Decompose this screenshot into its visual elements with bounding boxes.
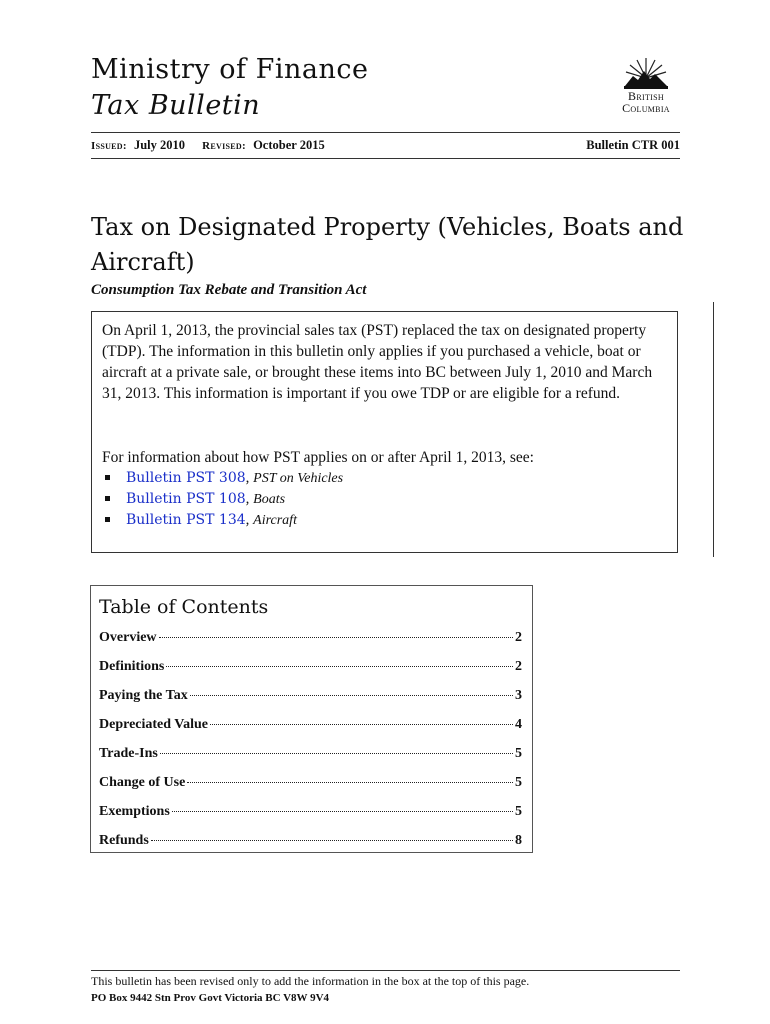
footer-address: PO Box 9442 Stn Prov Govt Victoria BC V8W 9V4 (91, 992, 330, 1004)
toc-item-refunds[interactable] (99, 833, 522, 862)
revised-date: October 2015 (253, 138, 325, 152)
toc-list (99, 630, 522, 862)
toc-leader (187, 782, 513, 783)
bullet-icon (105, 496, 110, 501)
toc-item-label: Depreciated Value (99, 717, 209, 732)
ministry-name: Ministry of Finance (91, 54, 369, 85)
toc-item-label: Exemptions (99, 804, 170, 819)
toc-item-trade-ins[interactable] (99, 746, 522, 775)
notice-box (91, 311, 678, 553)
toc-item-page: 2 (515, 659, 522, 674)
revised-label: Revised: (202, 140, 246, 152)
header-rule-top (91, 132, 680, 133)
toc-item-label: Definitions (99, 659, 165, 674)
notice-paragraph: On April 1, 2013, the provincial sales tax (PST) replaced the tax on designated property (TDP). The information in this bulletin only applies if you purchased a vehicle, boat or aircraft at a private sale, or brought these items into BC between July 1, 2010 and March 31, 2013. This information is important if you owe TDP or are eligible for a refund. (102, 322, 653, 402)
document-title (91, 210, 691, 280)
logo-text-columbia: Columbia (622, 101, 670, 115)
toc-item-label: Overview (99, 630, 157, 645)
issue-info-row (91, 138, 680, 154)
logo-text-british: British (628, 89, 664, 103)
revision-bar (713, 302, 714, 557)
issued-label: Issued: (91, 140, 127, 152)
toc-item-overview[interactable] (99, 630, 522, 659)
toc-leader (160, 753, 513, 754)
related-bulletins-list (102, 468, 343, 531)
link-separator: , (245, 491, 254, 507)
toc-leader (166, 666, 513, 667)
link-description: Aircraft (253, 513, 297, 528)
toc-item-page: 3 (515, 688, 522, 703)
toc-item-page: 4 (515, 717, 522, 732)
toc-item-exemptions[interactable] (99, 804, 522, 833)
bc-logo (612, 56, 680, 118)
list-item (102, 510, 343, 531)
bullet-icon (105, 475, 110, 480)
bulletin-link-pst-134[interactable]: Bulletin PST 134 (126, 512, 246, 528)
notice-intro: For information about how PST applies on or after April 1, 2013, see: (102, 449, 534, 466)
toc-item-depreciated-value[interactable] (99, 717, 522, 746)
toc-item-page: 5 (515, 775, 522, 790)
toc-heading: Table of Contents (99, 596, 269, 618)
toc-item-page: 5 (515, 804, 522, 819)
toc-leader (172, 811, 513, 812)
bc-crest-icon (623, 56, 669, 90)
toc-item-label: Refunds (99, 833, 149, 848)
list-item (102, 468, 343, 489)
footer-note: This bulletin has been revised only to add the information in the box at the top of this page. (91, 974, 530, 988)
list-item (102, 489, 343, 510)
link-separator: , (245, 470, 254, 486)
header-rule-bottom (91, 158, 680, 159)
toc-leader (210, 724, 513, 725)
document-title-line2: Aircraft) (91, 248, 195, 276)
document-title-line1: Tax on Designated Property (Vehicles, Boats and (91, 213, 684, 241)
link-separator: , (245, 512, 254, 528)
toc-item-label: Change of Use (99, 775, 186, 790)
bulletin-number: Bulletin CTR 001 (586, 138, 680, 152)
link-description: Boats (253, 492, 286, 507)
toc-item-label: Trade-Ins (99, 746, 158, 761)
bulletin-link-pst-308[interactable]: Bulletin PST 308 (126, 470, 246, 486)
toc-item-change-of-use[interactable] (99, 775, 522, 804)
toc-item-paying-the-tax[interactable] (99, 688, 522, 717)
bulletin-label: Tax Bulletin (91, 90, 261, 121)
toc-item-label: Paying the Tax (99, 688, 188, 703)
toc-item-page: 5 (515, 746, 522, 761)
link-description: PST on Vehicles (253, 471, 344, 486)
toc-leader (159, 637, 513, 638)
toc-item-page: 8 (515, 833, 522, 848)
bulletin-link-pst-108[interactable]: Bulletin PST 108 (126, 491, 246, 507)
toc-leader (190, 695, 513, 696)
table-of-contents (90, 585, 533, 853)
bullet-icon (105, 517, 110, 522)
toc-leader (151, 840, 513, 841)
toc-item-page: 2 (515, 630, 522, 645)
act-name: Consumption Tax Rebate and Transition Act (91, 282, 367, 298)
toc-item-definitions[interactable] (99, 659, 522, 688)
issued-date: July 2010 (133, 138, 186, 152)
footer-rule (91, 970, 680, 971)
